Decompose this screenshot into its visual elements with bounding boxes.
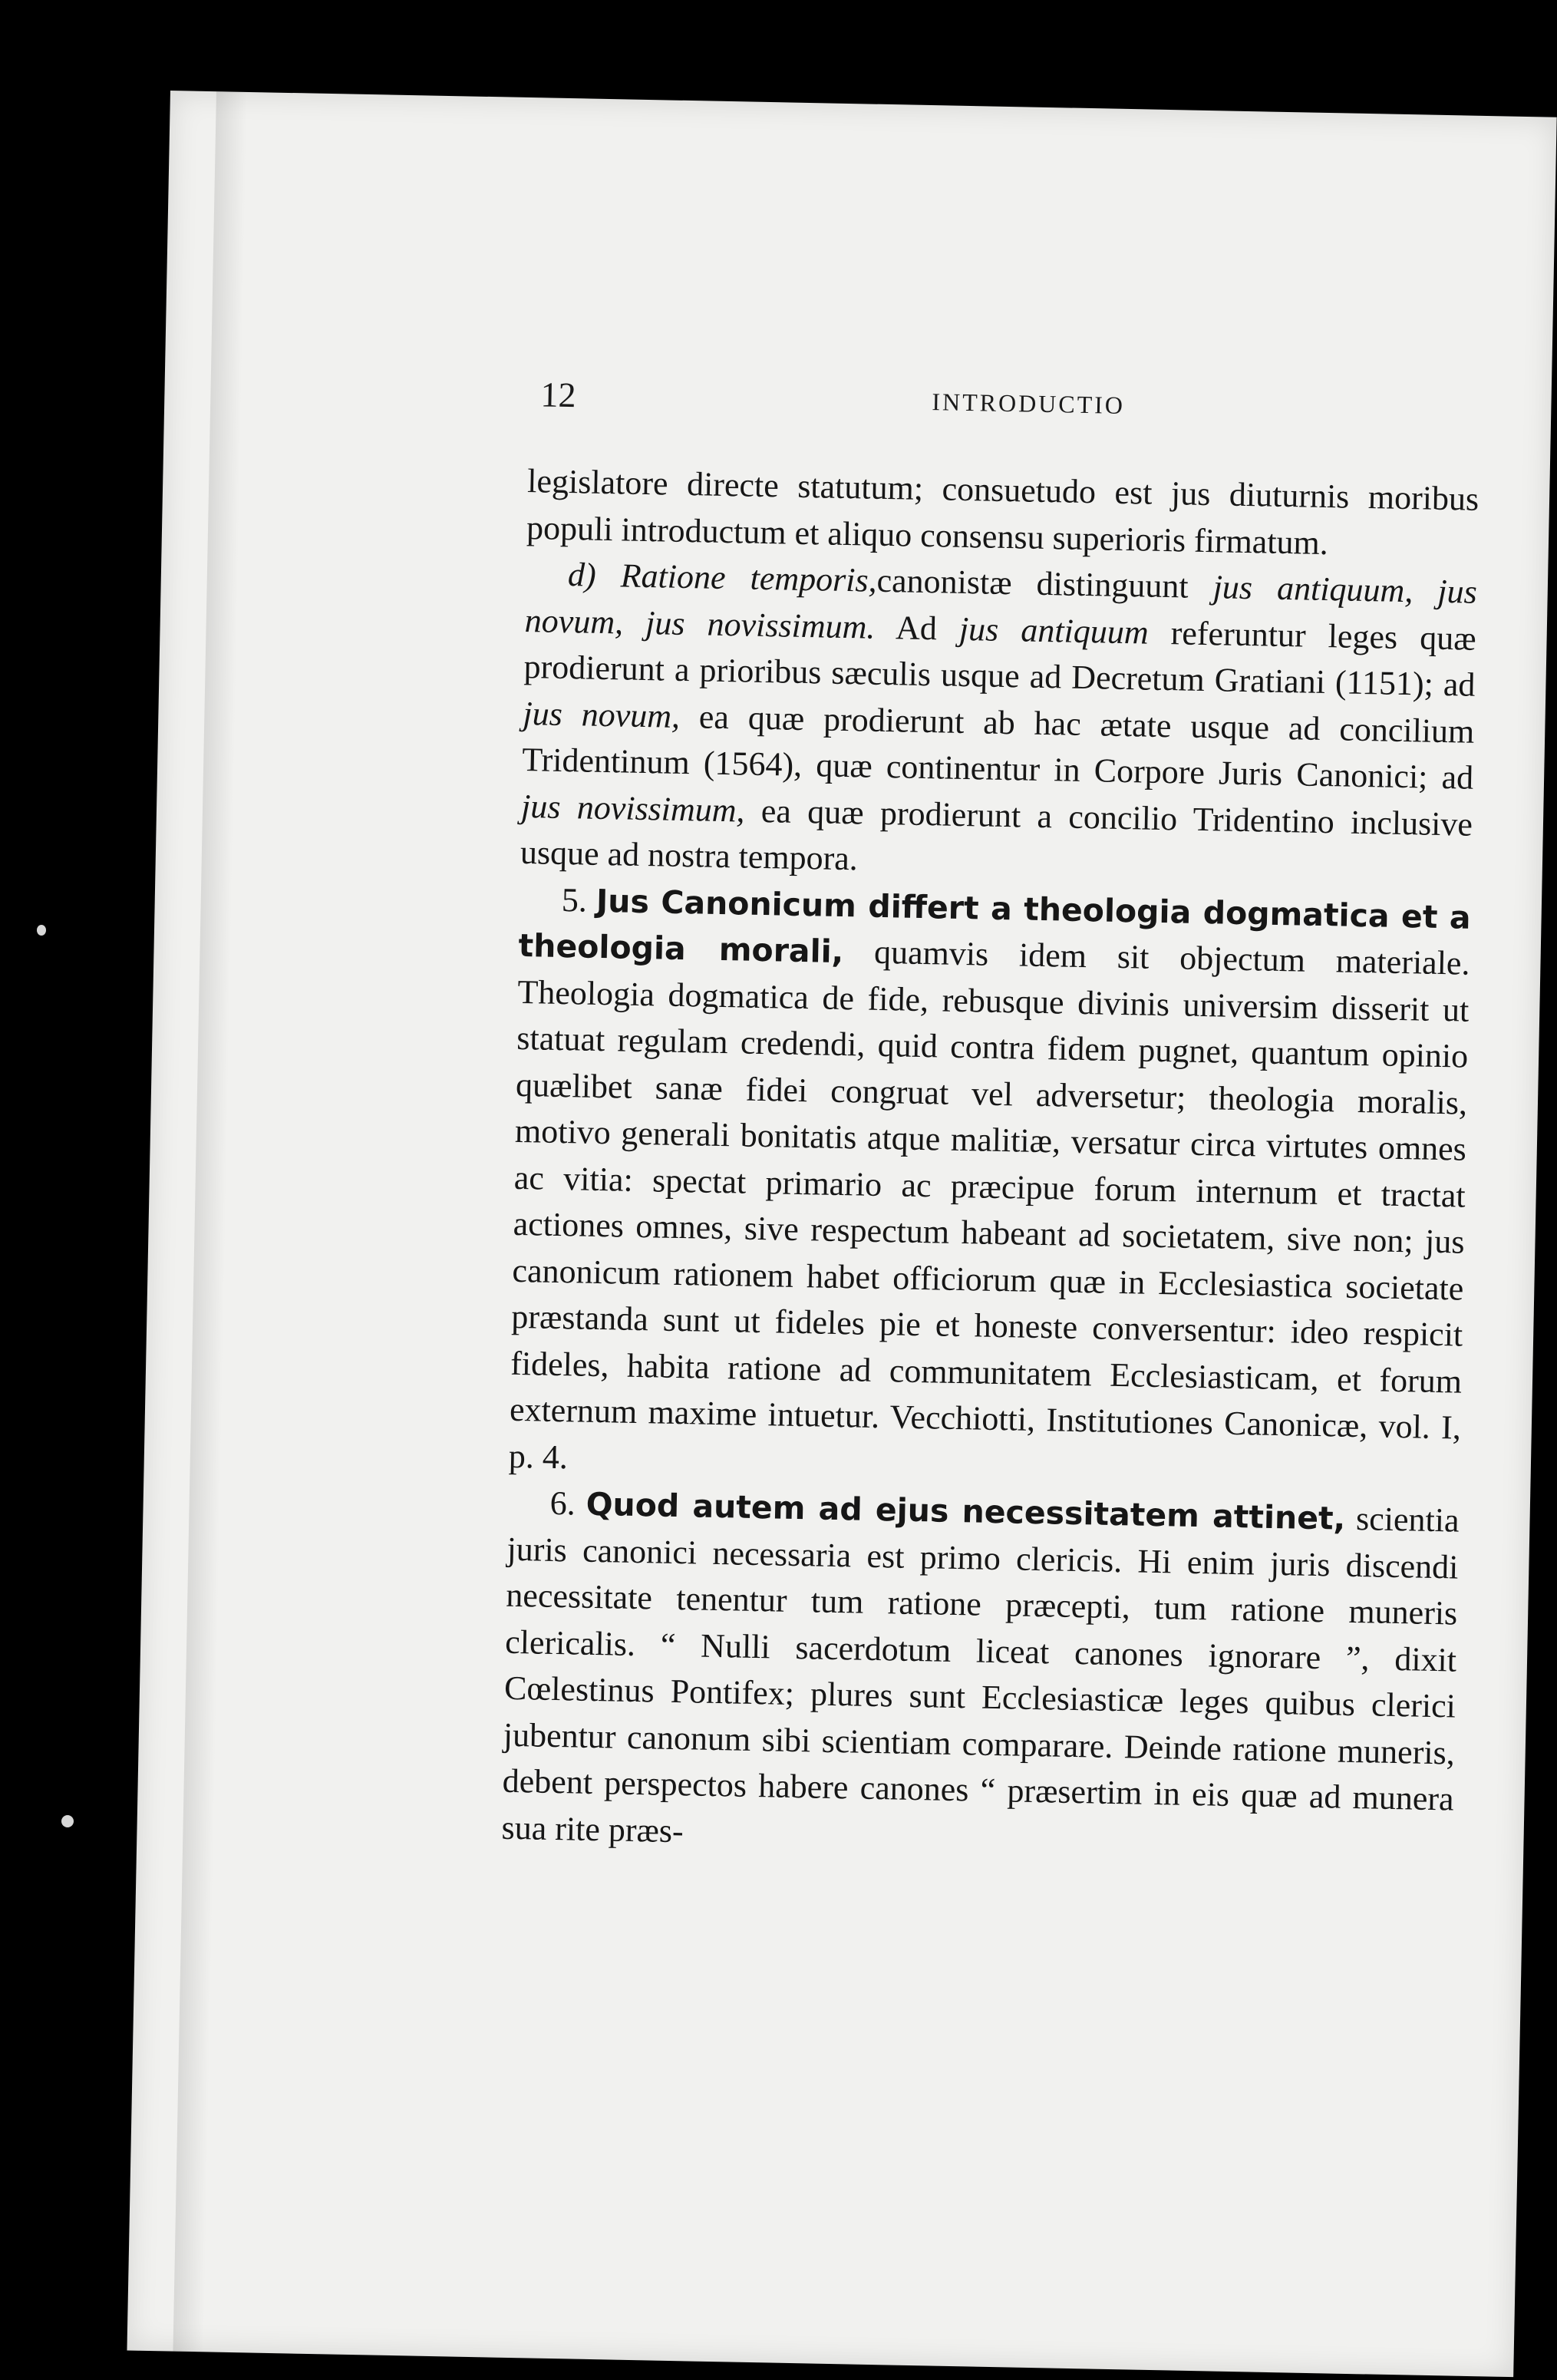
section-heading: Quod autem ad ejus necessitatem attinet, (586, 1485, 1346, 1537)
book-page (127, 91, 1556, 2377)
item-label: d) (567, 556, 597, 594)
paragraph-text: ea quæ prodierunt a concilio Tridentino inclusive usque ad nostra tempora. (520, 791, 1473, 878)
scan-speck (37, 925, 46, 936)
paragraph-text: quamvis idem sit objectum materiale. Theologia dogmatica de fide, rebusque divinis universim disserit ut statuat regulam credendi, quid contra fidem pugnet, quantum opinio quælibet sanæ fidei congruat vel adversetur; theologia moralis, motivo generali bonitatis atque malitiæ, versatur circa virtutes omnes ac vitia: spectat primario ac præcipue forum internum et tractat actiones omnes, sive respectum habeant ad societatem, sive non; jus canonicum rationem habet officiorum quæ in Ecclesiastica societate præstanda sunt ut fideles pie et honeste conversentur: ideo respicit fideles, habita ratione ad communitatem Ecclesiasticam, et forum externum maxime intuetur. Vecchiotti, Institutiones Canonicæ, vol. I, p. 4. (508, 933, 1470, 1476)
italic-term: jus novum, (523, 694, 681, 735)
scan-speck (61, 1815, 74, 1827)
paragraph-text: canonistæ distinguunt (876, 561, 1214, 606)
running-title: INTRODUCTIO (932, 388, 1126, 419)
running-head (540, 374, 1557, 442)
section-number: 6. (549, 1484, 576, 1523)
paragraph-ratione-temporis (520, 551, 1477, 894)
paragraph-section-5 (508, 876, 1471, 1497)
paragraph-section-6 (501, 1480, 1460, 1870)
italic-term: jus antiquum (958, 609, 1150, 652)
paragraph-continuation (526, 458, 1479, 569)
paragraph-text: scientia juris canonici necessaria est primo clericis. Hi enim juris discendi necessitate tenentur tum ratione præcepti, tum ratione muneris clericalis. “ Nulli sacerdotum liceat canones ignorare ”, dixit Cœlestinus Pontifex; plures sunt Ecclesiasticæ leges quibus clerici jubentur canonum sibi scientiam comparare. Deinde ratione muneris, debent perspectos habere canones “ præsertim in eis quæ ad munera sua rite præs- (501, 1499, 1460, 1850)
page-number: 12 (540, 375, 576, 415)
paragraph-text: Ad (874, 608, 960, 648)
italic-term: jus antiquum, jus novum, jus novissimum. (524, 568, 1478, 646)
section-number: 5. (561, 880, 588, 919)
paragraph-text: legislatore directe statutum; consuetudo est jus diuturnis moribus populi introductum et aliquo consensu superioris firmatum. (526, 462, 1479, 562)
paragraph-text: referuntur leges quæ prodierunt a prioribus sæculis usque ad Decretum Gratiani (1151); ad (523, 613, 1477, 704)
lead-heading: Ratione temporis, (620, 556, 878, 599)
paragraph-text: ea quæ prodierunt ab hac ætate usque ad concilium Tridentinum (1564), quæ continentur in Corpore Juris Canonici; ad (521, 697, 1475, 797)
body-text (501, 458, 1479, 1869)
italic-term: jus novissimum, (520, 787, 746, 830)
page-gutter-shadow (173, 91, 247, 2352)
section-heading: Jus Canonicum differt a theologia dogmatica et a theologia morali, (518, 882, 1472, 971)
